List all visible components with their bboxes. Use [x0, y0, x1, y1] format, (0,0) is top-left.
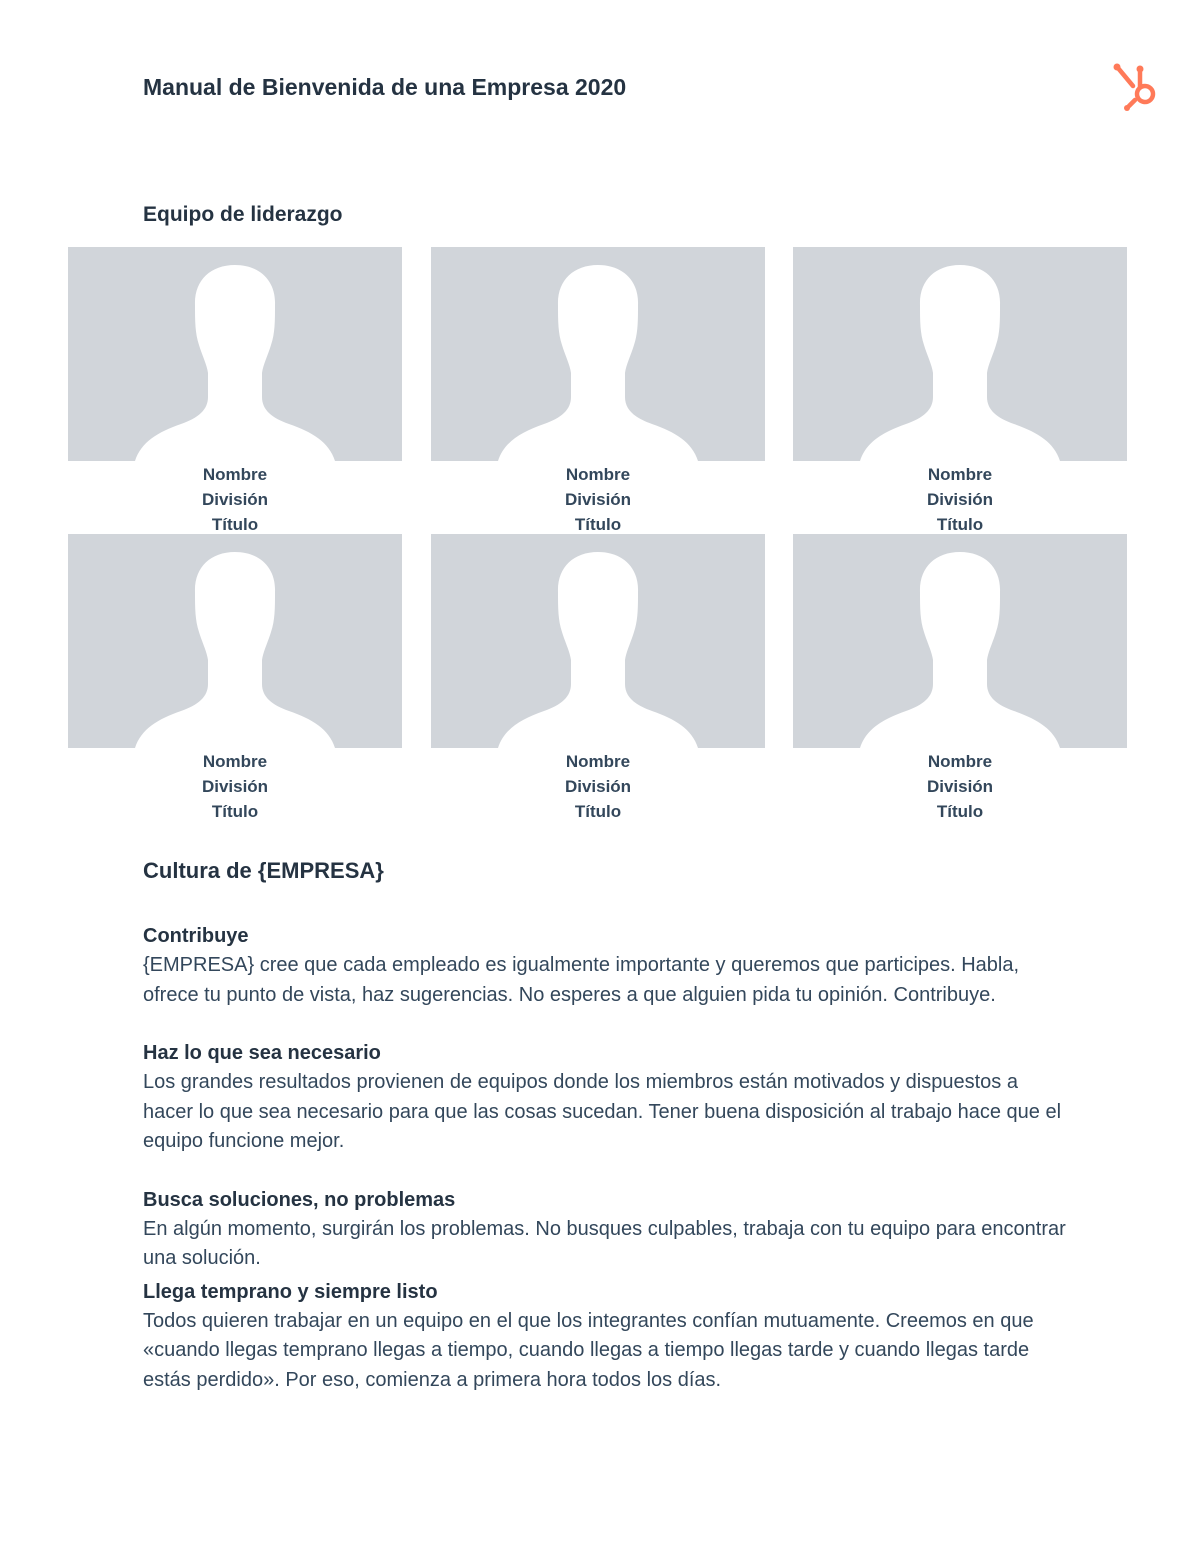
culture-value: [143, 922, 1073, 1010]
leader-division: División: [564, 777, 632, 796]
person-silhouette-icon: [68, 247, 402, 461]
value-text: Los grandes resultados provienen de equipos donde los miembros están motivados y dispuestos a hacer lo que sea necesario para que las cosas sucedan. Tener buena disposición al trabajo hace que el equipo funcione mejor.: [143, 1071, 1062, 1152]
avatar-placeholder: [431, 247, 765, 461]
value-title: Busca soluciones, no problemas: [143, 1188, 456, 1211]
leader-division: División: [201, 490, 269, 509]
avatar-placeholder: [68, 247, 402, 461]
leader-title: Título: [936, 515, 984, 534]
person-silhouette-icon: [431, 534, 765, 748]
leader-card: [68, 247, 402, 537]
value-text: Todos quieren trabajar en un equipo en el que los integrantes confían mutuamente. Creemos en que «cuando llegas temprano llegas a tiempo, cuando llegas a tiempo llegas tarde y cuando llegas tarde estás perdido». Por eso, comienza a primera hora todos los días.: [143, 1309, 1034, 1391]
avatar-placeholder: [793, 247, 1127, 461]
value-text: En algún momento, surgirán los problemas. No busques culpables, trabaja con tu equipo para encontrar una solución.: [143, 1217, 1066, 1269]
leader-title: Título: [211, 515, 259, 534]
leader-name: Nombre: [927, 752, 993, 771]
leader-card: [431, 247, 765, 537]
leader-division: División: [564, 490, 632, 509]
avatar-placeholder: [68, 534, 402, 748]
leader-name: Nombre: [202, 752, 268, 771]
leader-name: Nombre: [202, 465, 268, 484]
leader-title: Título: [574, 515, 622, 534]
leader-division: División: [926, 490, 994, 509]
avatar-placeholder: [793, 534, 1127, 748]
person-silhouette-icon: [793, 247, 1127, 461]
leader-title: Título: [936, 802, 984, 821]
leader-card: [431, 534, 765, 824]
avatar-placeholder: [431, 534, 765, 748]
leader-name: Nombre: [565, 465, 631, 484]
leader-card: [793, 534, 1127, 824]
leader-card: [793, 247, 1127, 537]
leader-title: Título: [211, 802, 259, 821]
leader-name: Nombre: [565, 752, 631, 771]
document-title: Manual de Bienvenida de una Empresa 2020: [143, 74, 627, 100]
leader-division: División: [201, 777, 269, 796]
leader-title: Título: [574, 802, 622, 821]
leadership-heading: Equipo de liderazgo: [143, 203, 343, 226]
culture-value: [143, 1278, 1073, 1396]
person-silhouette-icon: [431, 247, 765, 461]
person-silhouette-icon: [793, 534, 1127, 748]
value-text: {EMPRESA} cree que cada empleado es igualmente importante y queremos que participes. Habla, ofrece tu punto de vista, haz sugerencias. No esperes a que alguien pida tu opinión. Contribuye.: [143, 954, 1020, 1006]
value-title: Haz lo que sea necesario: [143, 1042, 381, 1064]
leader-name: Nombre: [927, 465, 993, 484]
hubspot-sprocket-icon: [1112, 62, 1162, 112]
culture-value: [143, 1039, 1073, 1157]
culture-heading: Cultura de {EMPRESA}: [143, 858, 384, 883]
person-silhouette-icon: [68, 534, 402, 748]
culture-values: [143, 922, 1073, 1424]
leader-division: División: [926, 777, 994, 796]
culture-value: [143, 1186, 1073, 1274]
leader-card: [68, 534, 402, 824]
value-title: Llega temprano y siempre listo: [143, 1280, 438, 1303]
value-title: Contribuye: [143, 925, 249, 947]
